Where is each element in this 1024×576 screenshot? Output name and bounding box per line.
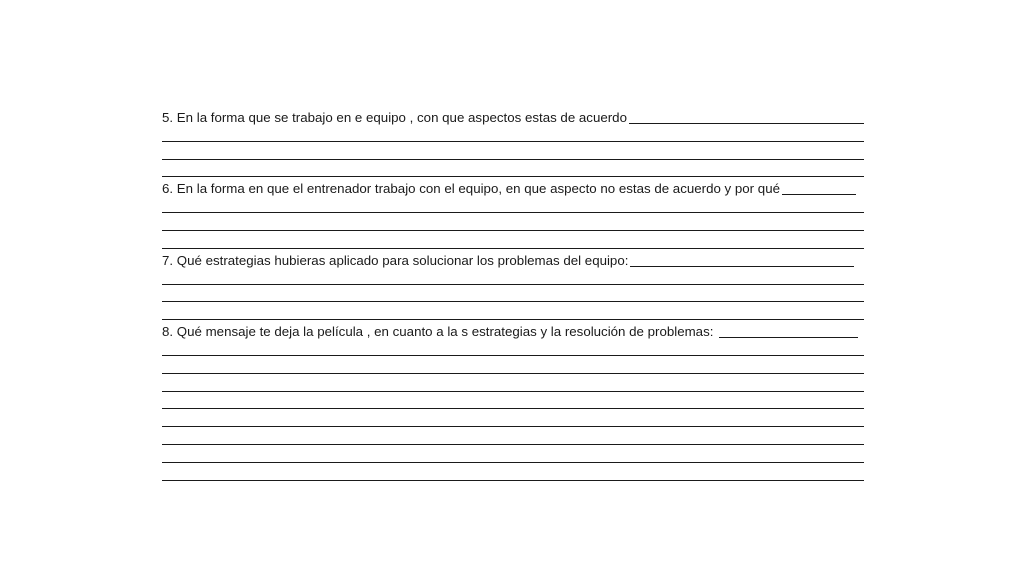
question-6: [162, 180, 864, 251]
question-6-row: [162, 180, 864, 198]
answer-line[interactable]: [162, 305, 864, 323]
question-8-row: [162, 323, 864, 341]
worksheet: [162, 109, 864, 484]
answer-line[interactable]: [162, 395, 864, 413]
question-7: [162, 252, 864, 323]
answer-line[interactable]: [162, 198, 864, 216]
question-7-inline-blank[interactable]: [630, 265, 854, 267]
answer-line[interactable]: [162, 216, 864, 234]
answer-line[interactable]: [162, 359, 864, 377]
answer-line[interactable]: [162, 466, 864, 484]
answer-line[interactable]: [162, 448, 864, 466]
answer-line[interactable]: [162, 127, 864, 145]
question-5-row: [162, 109, 864, 127]
question-5-text: 5. En la forma que se trabajo en e equipo , con que aspectos estas de acuerdo: [162, 110, 627, 125]
question-5: [162, 109, 864, 180]
question-6-inline-blank[interactable]: [782, 193, 856, 195]
question-8-text: 8. Qué mensaje te deja la película , en cuanto a la s estrategias y la resolución de problemas:: [162, 324, 714, 340]
question-6-text: 6. En la forma en que el entrenador trabajo con el equipo, en que aspecto no estas de acuerdo y por qué: [162, 181, 780, 197]
answer-line[interactable]: [162, 377, 864, 395]
answer-line[interactable]: [162, 234, 864, 252]
answer-line[interactable]: [162, 430, 864, 448]
answer-line[interactable]: [162, 341, 864, 359]
answer-line[interactable]: [162, 412, 864, 430]
answer-line[interactable]: [162, 145, 864, 163]
answer-line[interactable]: [162, 163, 864, 181]
question-8: [162, 323, 864, 483]
question-7-text: 7. Qué estrategias hubieras aplicado para solucionar los problemas del equipo:: [162, 252, 629, 268]
question-7-row: [162, 252, 864, 270]
question-8-inline-blank[interactable]: [719, 336, 858, 338]
question-5-inline-blank[interactable]: [629, 122, 864, 124]
answer-line[interactable]: [162, 288, 864, 306]
answer-line[interactable]: [162, 270, 864, 288]
